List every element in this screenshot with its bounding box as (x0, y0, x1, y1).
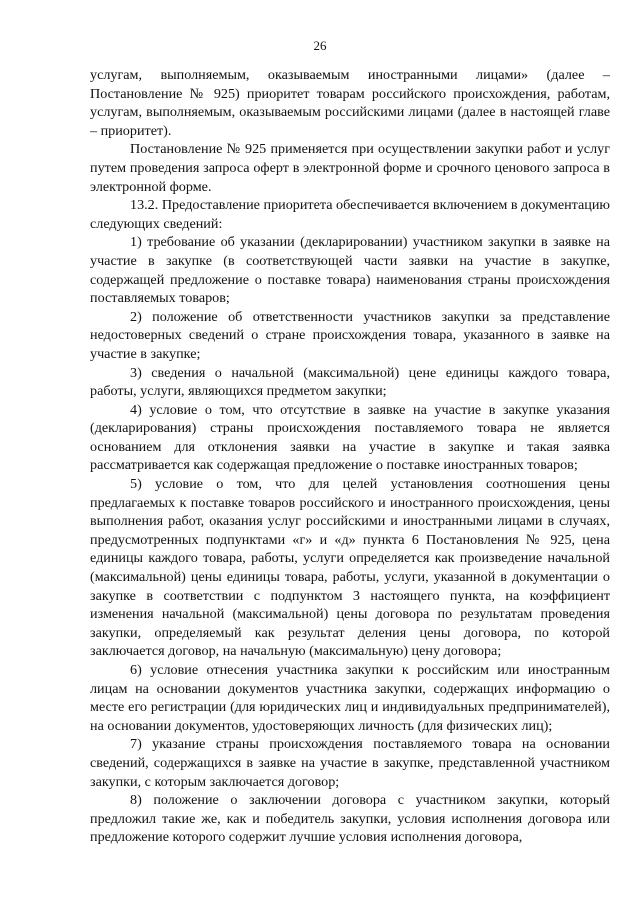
document-body (90, 66, 610, 847)
page-number: 26 (313, 38, 327, 53)
list-item-1: 1) требование об указании (декларировании) участником закупки в заявке на участие в закупке (в соответствующей части заявки на участие в закупке, содержащей предложение о поставке товара) наименования страны происхождения поставляемых товаров; (90, 234, 610, 307)
paragraph-continuation: услугам, выполняемым, оказываемым иностранными лицами» (далее – Постановление № 925) приоритет товарам российского происхождения, работам, услугам, выполняемым, оказываемым российскими лицами (далее в настоящей главе – приоритет). (90, 67, 610, 139)
list-item-2: 2) положение об ответственности участников закупки за представление недостоверных сведений о стране происхождения товара, указанного в заявке на участие в закупке; (90, 308, 610, 362)
list-item-3: 3) сведения о начальной (максимальной) цене единицы каждого товара, работы, услуги, являющихся предметом закупки; (90, 364, 610, 400)
list-item-8: 8) положение о заключении договора с участником закупки, который предложил такие же, как и победитель закупки, условия исполнения договора или предложение которого содержит лучшие условия исполнения договора, (90, 792, 610, 846)
paragraph-13-2: 13.2. Предоставление приоритета обеспечивается включением в документацию следующих сведений: (90, 197, 610, 232)
list-item-6: 6) условие отнесения участника закупки к российским или иностранным лицам на основании документов участника закупки, содержащих информацию о месте его регистрации (для юридических лиц и индивидуальных предпринимателей), на основании документов, удостоверяющих личность (для физических лиц); (90, 662, 610, 734)
list-item-7: 7) указание страны происхождения поставляемого товара на основании сведений, содержащихся в заявке на участие в закупке, представленной участником закупки, с которым заключается договор; (90, 736, 610, 790)
paragraph-decree-scope: Постановление № 925 применяется при осуществлении закупки работ и услуг путем проведения запроса оферт в электронной форме и срочного ценового запроса в электронной форме. (90, 141, 610, 195)
list-item-5: 5) условие о том, что для целей установления соотношения цены предлагаемых к поставке товаров российского и иностранного происхождения, цены выполнения работ, оказания услуг российскими и иностранными лицами в случаях, предусмотренных подпунктами «г» и «д» пункта 6 Постановления № 925, цена единицы каждого товара, работы, услуги определяется как произведение начальной (максимальной) цены единицы товара, работы, услуги, указанной в документации о закупке в соответствии с подпунктом 3 настоящего пункта, на коэффициент изменения начальной (максимальной) цены договора по результатам проведения закупки, определяемый как результат деления цены договора, по которой заключается договор, на начальную (максимальную) цену договора; (90, 476, 610, 660)
list-item-4: 4) условие о том, что отсутствие в заявке на участие в закупке указания (декларирования) страны происхождения поставляемого товара не является основанием для отклонения заявки на участие в закупке и такая заявка рассматривается как содержащая предложение о поставке иностранных товаров; (90, 401, 610, 474)
